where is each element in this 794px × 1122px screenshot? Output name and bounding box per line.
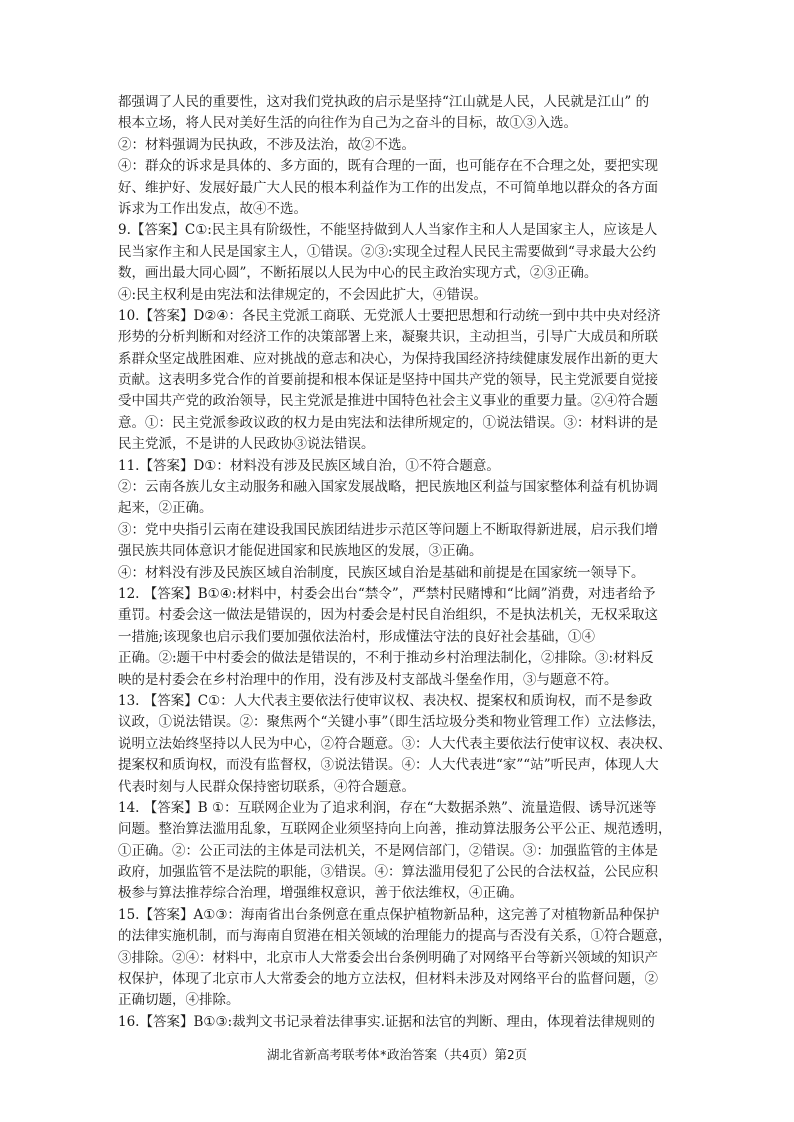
text-line: 一措施;该现象也启示我们要加强依法治村，形成懂法守法的良好社会基础，①④ bbox=[118, 628, 596, 645]
text-line: 议政，①说法错误。②：聚焦两个“关键小事”（即生活垃圾分类和物业管理工作）立法修法， bbox=[118, 714, 666, 731]
text-line: 9.【答案】C①:民主具有阶级性，不能坚持做到人人当家作主和人人是国家主人，应该是人 bbox=[118, 222, 658, 239]
answer-text-body bbox=[118, 92, 678, 1033]
text-line: 11.【答案】D①：材料没有涉及民族区域自治，①不符合题意。 bbox=[118, 457, 500, 474]
text-line: 诉求为工作出发点，故④不选。 bbox=[118, 200, 307, 217]
text-line: ③排除。②④：材料中，北京市人大常委会出台条例明确了对网络平台等新兴领域的知识产 bbox=[118, 949, 658, 966]
text-line: 形势的分析判断和对经济工作的决策部署上来，凝聚共识，主动担当，引导广大成员和所联 bbox=[118, 329, 658, 346]
text-line: 根本立场，将人民对美好生活的向往作为自己为之奋斗的目标，故①③入选。 bbox=[118, 115, 577, 132]
text-line: 贡献。这表明多党合作的首要前提和根本保证是坚持中国共产党的领导，民主党派要自觉接 bbox=[118, 372, 658, 389]
text-line: 14. 【答案】B ①：互联网企业为了追求利润，存在“大数据杀熟”、流量造假、诱导沉迷等 bbox=[118, 799, 657, 816]
text-line: ①正确。②：公正司法的主体是司法机关，不是网信部门，②错误。③：加强监管的主体是 bbox=[118, 842, 658, 859]
text-line: 正确。②:题干中村委会的做法是错误的，不利于推动乡村治理法制化，②排除。③:材料反 bbox=[118, 650, 654, 667]
text-line: 提案权和质询权，而没有监督权，③说法错误。④：人大代表进“家”“站”听民声，体现人大 bbox=[118, 757, 659, 774]
text-line: ④：群众的诉求是具体的、多方面的，既有合理的一面，也可能存在不合理之处，要把实现 bbox=[118, 158, 658, 175]
text-line: 10.【答案】D②④：各民主党派工商联、无党派人士要把思想和行动统一到中共中央对经济 bbox=[118, 307, 661, 324]
text-line: 都强调了人民的重要性，这对我们党执政的启示是坚持“江山就是人民，人民就是江山” 的 bbox=[118, 94, 650, 110]
text-line: 重罚。村委会这一做法是错误的，因为村委会是村民自治组织，不是执法机关，无权采取这 bbox=[118, 607, 658, 624]
text-line: ④:民主权利是由宪法和法律规定的，不会因此扩大，④错误。 bbox=[118, 286, 488, 303]
text-line: 极参与算法推荐综合治理，增强维权意识，善于依法维权，④正确。 bbox=[118, 885, 523, 902]
text-line: 强民族共同体意识才能促进国家和民族地区的发展，③正确。 bbox=[118, 543, 483, 560]
text-line: 15.【答案】A①③：海南省出台条例意在重点保护植物新品种，这完善了对植物新品种保护 bbox=[118, 906, 660, 923]
text-line: 映的是村委会在乡村治理中的作用，没有涉及村支部战斗堡垒作用，③与题意不符。 bbox=[118, 671, 618, 688]
text-line: 系群众坚定战胜困难、应对挑战的意志和决心，为保持我国经济持续健康发展作出新的更大 bbox=[118, 350, 658, 367]
text-line: 代表时刻与人民群众保持密切联系，④符合题意。 bbox=[118, 778, 415, 795]
text-line: ②：云南各族儿女主动服务和融入国家发展战略，把民族地区利益与国家整体利益有机协调 bbox=[118, 479, 658, 496]
text-line: 的法律实施机制，而与海南自贸港在相关领域的治理能力的提高与否没有关系，①符合题意， bbox=[118, 928, 672, 945]
text-line: 13. 【答案】C①：人大代表主要依法行使审议权、表决权、提案权和质询权，而不是参政 bbox=[118, 692, 653, 709]
text-line: 正确切题，④排除。 bbox=[118, 992, 240, 1009]
text-line: ②：材料强调为民执政，不涉及法治，故②不选。 bbox=[118, 136, 415, 153]
text-line: 说明立法始终坚持以人民为中心，②符合题意。③：人大代表主要依法行使审议权、表决权、 bbox=[118, 735, 672, 752]
text-line: 16.【答案】B①③:裁判文书记录着法律事实.证据和法官的判断、理由，体现着法律规则的 bbox=[118, 1013, 655, 1030]
text-line: 意。①：民主党派参政议政的权力是由宪法和法律所规定的，①说法错误。③：材料讲的是 bbox=[118, 414, 658, 431]
text-line: ④：材料没有涉及民族区域自治制度，民族区域自治是基础和前提是在国家统一领导下。 bbox=[118, 564, 645, 581]
text-line: ③：党中央指引云南在建设我国民族团结进步示范区等问题上不断取得新进展，启示我们增 bbox=[118, 521, 658, 538]
text-line: 民主党派，不是讲的人民政协③说法错误。 bbox=[118, 436, 375, 453]
text-line: 政府，加强监管不是法院的职能，③错误。④：算法滥用侵犯了公民的合法权益，公民应积 bbox=[118, 864, 658, 881]
text-line: 好、维护好、发展好最广大人民的根本利益作为工作的出发点，不可简单地以群众的各方面 bbox=[118, 179, 658, 196]
text-line: 权保护，体现了北京市人大常委会的地方立法权，但材料未涉及对网络平台的监督问题，② bbox=[118, 971, 658, 988]
text-line: 12. 【答案】B①④:材料中，村委会出台“禁令”，严禁村民赌博和“比阔”消费，对违者给予 bbox=[118, 585, 656, 602]
text-line: 起来，②正确。 bbox=[118, 500, 213, 517]
text-line: 问题。整治算法滥用乱象，互联网企业须坚持向上向善，推动算法服务公平公正、规范透明， bbox=[118, 821, 672, 838]
text-line: 民当家作主和人民是国家主人，①错误。②③:实现全过程人民民主需要做到“寻求最大公约 bbox=[118, 243, 656, 260]
text-line: 受中国共产党的政治领导，民主党派是推进中国特色社会主义事业的重要力量。②④符合题 bbox=[118, 393, 658, 410]
page-footer: 湖北省新高考联考体*政治答案（共4页）第2页 bbox=[266, 1047, 528, 1062]
text-line: 数，画出最大同心圆”，不断拓展以人民为中心的民主政治实现方式，②③正确。 bbox=[118, 265, 598, 282]
